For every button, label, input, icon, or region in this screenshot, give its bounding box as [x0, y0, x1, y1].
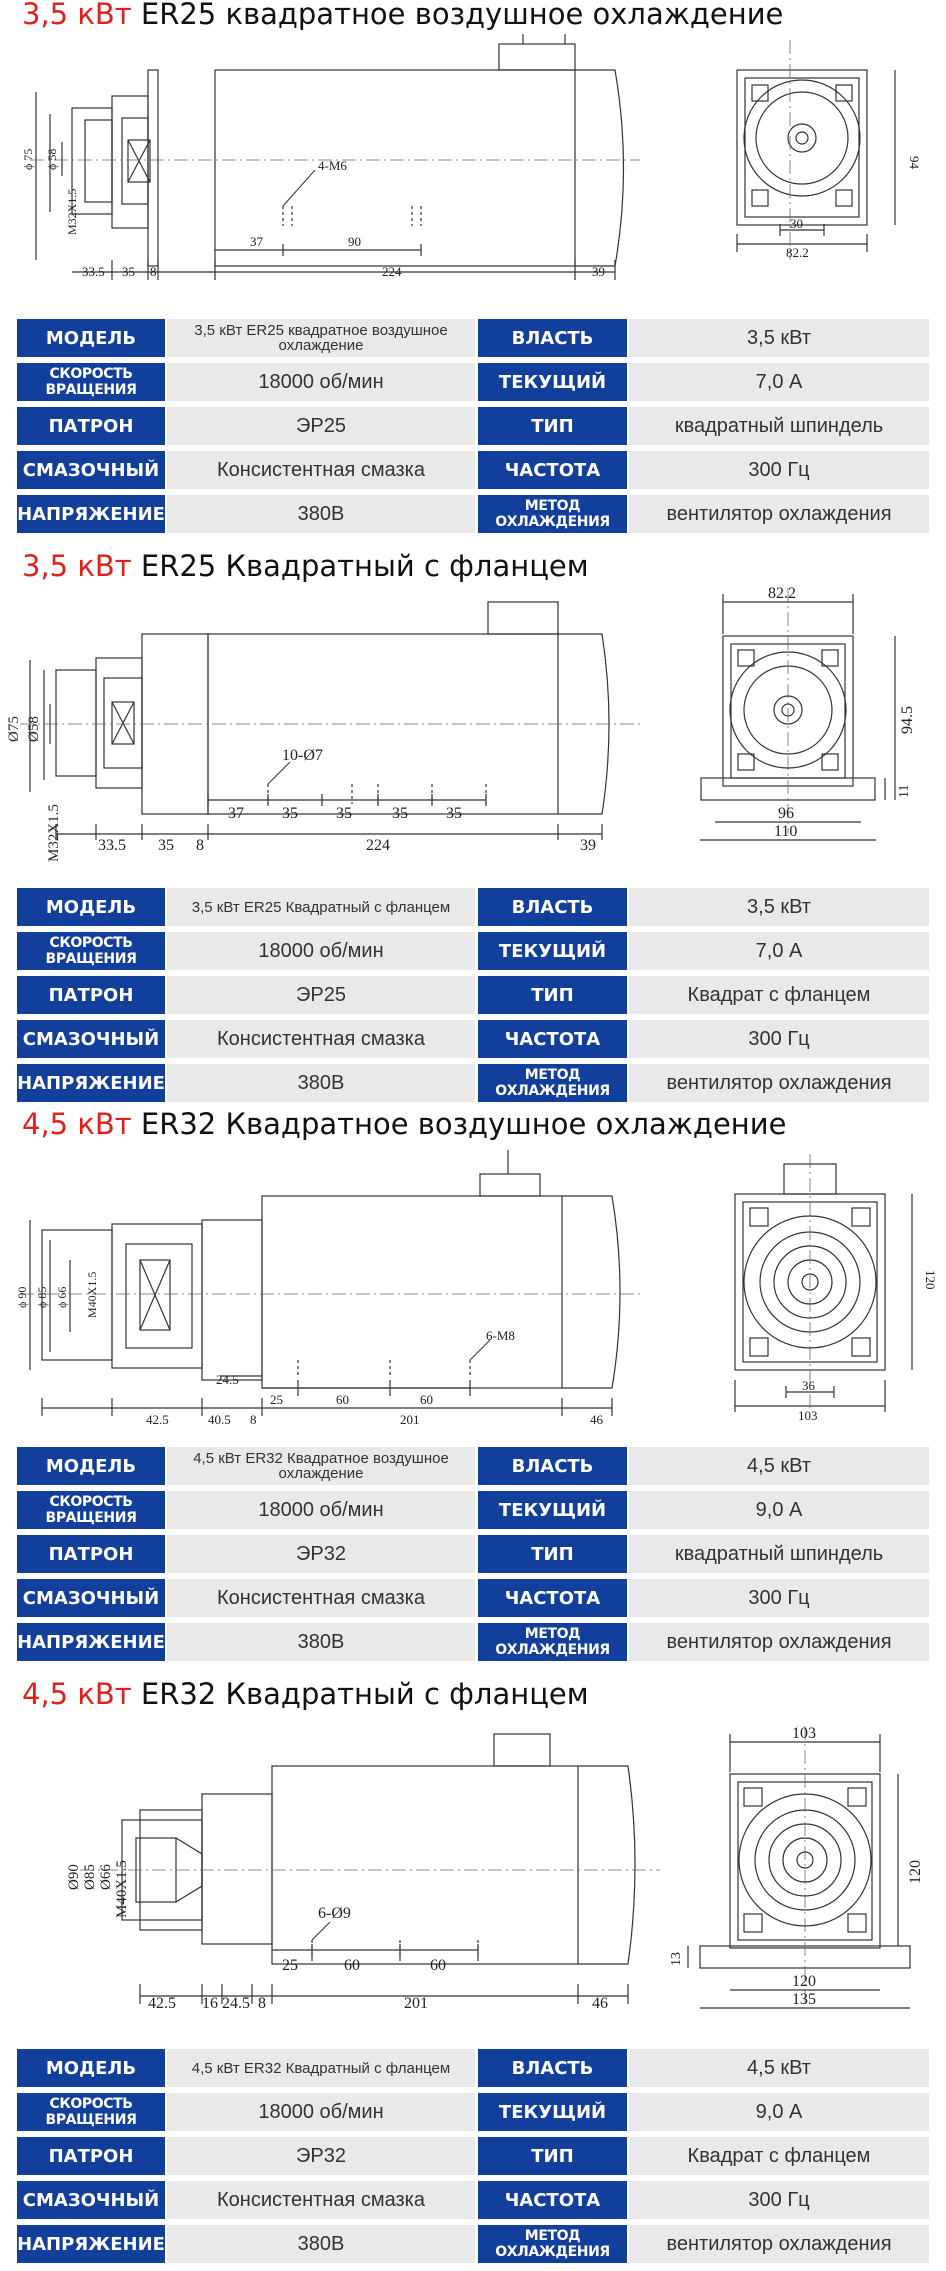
title-power: 4,5 кВт	[22, 1677, 132, 1711]
spec-row	[17, 451, 929, 489]
cool-value: вентилятор охлаждения	[629, 495, 929, 533]
spindle-section-1	[0, 0, 946, 560]
technical-drawing	[0, 584, 946, 874]
model-value: 3,5 кВт ER25 Квадратный с фланцем	[167, 888, 475, 926]
spec-table	[17, 888, 929, 1108]
volt-label: НАПРЯЖЕНИЕ	[17, 2225, 165, 2263]
dim-d: 40.5	[208, 1412, 231, 1427]
dim-g: 39	[580, 837, 596, 854]
model-label: МОДЕЛЬ	[17, 2049, 165, 2087]
lube-value: Консистентная смазка	[167, 1020, 475, 1058]
freq-value: 300 Гц	[629, 451, 929, 489]
current-label: ТЕКУЩИЙ	[478, 2093, 627, 2131]
model-label: МОДЕЛЬ	[17, 319, 165, 357]
collet-label: ПАТРОН	[17, 2137, 165, 2175]
title-power: 4,5 кВт	[22, 1107, 132, 1141]
cool-label: МЕТОД ОХЛАЖДЕНИЯ	[478, 1064, 627, 1102]
type-label: ТИП	[478, 1535, 627, 1573]
freq-value: 300 Гц	[629, 1020, 929, 1058]
dim-g: 46	[590, 1412, 603, 1427]
dim-d1: Ø75	[6, 716, 22, 742]
spec-row	[17, 2181, 929, 2219]
speed-value: 18000 об/мин	[167, 1491, 475, 1529]
freq-label: ЧАСТОТА	[478, 451, 627, 489]
title-name: ER25 квадратное воздушное охлаждение	[140, 0, 784, 31]
dim-a: 37	[250, 234, 263, 249]
dim-thread: M40X1.5	[85, 1271, 99, 1318]
lube-value: Консистентная смазка	[167, 451, 475, 489]
spec-row	[17, 1020, 929, 1058]
cool-value: вентилятор охлаждения	[629, 2225, 929, 2263]
dim-d1: ϕ 75	[21, 148, 35, 170]
spec-row	[17, 319, 929, 357]
model-label: МОДЕЛЬ	[17, 1447, 165, 1485]
dim-f: 201	[404, 1995, 428, 2012]
type-label: ТИП	[478, 407, 627, 445]
dim-f: 224	[366, 837, 390, 854]
freq-label: ЧАСТОТА	[478, 2181, 627, 2219]
power-label: ВЛАСТЬ	[478, 888, 627, 926]
dim-d: 35	[122, 264, 135, 279]
power-value: 3,5 кВт	[629, 319, 929, 357]
dim-thread: M32X1.5	[65, 188, 79, 235]
dim-b2: 60	[430, 1957, 446, 1974]
spec-row	[17, 2137, 929, 2175]
dim-thread: M32X1.5	[46, 804, 62, 862]
spec-table	[17, 319, 929, 539]
side-h: 120	[907, 1860, 924, 1884]
lube-label: СМАЗОЧНЫЙ	[17, 1579, 165, 1617]
dim-b2: 60	[420, 1392, 433, 1407]
volt-label: НАПРЯЖЕНИЕ	[17, 1064, 165, 1102]
volt-value: 380В	[167, 1064, 475, 1102]
side-top: 82.2	[768, 585, 796, 602]
speed-label: СКОРОСТЬ ВРАЩЕНИЯ	[17, 2093, 165, 2131]
volt-label: НАПРЯЖЕНИЕ	[17, 495, 165, 533]
model-label: МОДЕЛЬ	[17, 888, 165, 926]
spec-row	[17, 1447, 929, 1485]
dim-b: 35	[282, 805, 298, 822]
model-value: 4,5 кВт ER32 Квадратное воздушное охлаждение	[167, 1447, 475, 1485]
spec-row	[17, 976, 929, 1014]
spec-row	[17, 407, 929, 445]
section-title	[22, 0, 783, 32]
current-value: 9,0 А	[629, 2093, 929, 2131]
volt-value: 380В	[167, 1623, 475, 1661]
section-title	[22, 548, 589, 584]
power-value: 4,5 кВт	[629, 1447, 929, 1485]
side-w: 82.2	[786, 245, 809, 260]
dim-b: 60	[336, 1392, 349, 1407]
lube-label: СМАЗОЧНЫЙ	[17, 1020, 165, 1058]
spec-row	[17, 1579, 929, 1617]
dim-c: 42.5	[146, 1412, 169, 1427]
dim-e: 8	[150, 264, 157, 279]
type-value: квадратный шпиндель	[629, 407, 929, 445]
type-label: ТИП	[478, 2137, 627, 2175]
dim-e: 8	[196, 837, 204, 854]
dim-holes: 10-Ø7	[282, 747, 323, 764]
technical-drawing	[0, 1714, 946, 2014]
spec-row	[17, 1064, 929, 1102]
power-label: ВЛАСТЬ	[478, 319, 627, 357]
side-h: 94.5	[899, 706, 916, 734]
side-f: 13	[669, 1952, 684, 1966]
title-power: 3,5 кВт	[22, 549, 132, 583]
cool-value: вентилятор охлаждения	[629, 1623, 929, 1661]
speed-value: 18000 об/мин	[167, 363, 475, 401]
current-label: ТЕКУЩИЙ	[478, 932, 627, 970]
title-name: ER25 Квадратный с фланцем	[140, 549, 589, 583]
power-value: 4,5 кВт	[629, 2049, 929, 2087]
side-w2: 36	[802, 1378, 815, 1393]
volt-value: 380В	[167, 495, 475, 533]
collet-label: ПАТРОН	[17, 976, 165, 1014]
freq-label: ЧАСТОТА	[478, 1579, 627, 1617]
speed-value: 18000 об/мин	[167, 932, 475, 970]
dim-d2b: 24.5	[222, 1995, 250, 2012]
dim-b4: 35	[446, 805, 462, 822]
dim-d2b: 24.5	[216, 1372, 239, 1387]
spindle-section-4	[0, 1674, 946, 2271]
spec-row	[17, 1491, 929, 1529]
model-value: 4,5 кВт ER32 Квадратный с фланцем	[167, 2049, 475, 2087]
side-h: 120	[923, 1270, 938, 1290]
spec-row	[17, 2049, 929, 2087]
dim-b: 90	[348, 234, 361, 249]
spec-row	[17, 2093, 929, 2131]
current-value: 7,0 А	[629, 932, 929, 970]
type-value: квадратный шпиндель	[629, 1535, 929, 1573]
cool-label: МЕТОД ОХЛАЖДЕНИЯ	[478, 1623, 627, 1661]
dim-d: 16	[202, 1995, 218, 2012]
spindle-section-2	[0, 548, 946, 1108]
dim-b2: 35	[336, 805, 352, 822]
lube-value: Консистентная смазка	[167, 1579, 475, 1617]
dim-c: 42.5	[148, 1995, 176, 2012]
spec-row	[17, 1623, 929, 1661]
dim-g: 39	[592, 264, 605, 279]
cool-label: МЕТОД ОХЛАЖДЕНИЯ	[478, 495, 627, 533]
technical-drawing	[0, 1140, 946, 1440]
speed-value: 18000 об/мин	[167, 2093, 475, 2131]
freq-label: ЧАСТОТА	[478, 1020, 627, 1058]
side-w: 96	[778, 805, 794, 822]
spec-table	[17, 2049, 929, 2269]
side-h: 94	[907, 156, 922, 169]
dim-g: 46	[592, 1995, 608, 2012]
speed-label: СКОРОСТЬ ВРАЩЕНИЯ	[17, 932, 165, 970]
dim-f: 224	[382, 264, 402, 279]
cool-label: МЕТОД ОХЛАЖДЕНИЯ	[478, 2225, 627, 2263]
section-title	[22, 1106, 786, 1142]
power-label: ВЛАСТЬ	[478, 1447, 627, 1485]
technical-drawing	[0, 30, 946, 300]
volt-label: НАПРЯЖЕНИЕ	[17, 1623, 165, 1661]
dim-holes: 6-M8	[486, 1328, 515, 1343]
model-value: 3,5 кВт ER25 квадратное воздушное охлаждение	[167, 319, 475, 357]
dim-e: 8	[250, 1412, 257, 1427]
side-top: 103	[792, 1725, 816, 1742]
side-w2: 110	[774, 823, 798, 840]
spec-row	[17, 932, 929, 970]
spindle-section-3	[0, 1106, 946, 1676]
lube-label: СМАЗОЧНЫЙ	[17, 451, 165, 489]
current-value: 7,0 А	[629, 363, 929, 401]
title-name: ER32 Квадратное воздушное охлаждение	[140, 1107, 787, 1141]
lube-value: Консистентная смазка	[167, 2181, 475, 2219]
section-title	[22, 1676, 589, 1712]
dim-a: 37	[228, 805, 244, 822]
dim-c: 33.5	[98, 837, 126, 854]
dim-d: 35	[158, 837, 174, 854]
type-value: Квадрат с фланцем	[629, 976, 929, 1014]
dim-d3: ϕ 66	[55, 1286, 69, 1308]
collet-label: ПАТРОН	[17, 407, 165, 445]
side-w2: 30	[790, 216, 803, 231]
current-label: ТЕКУЩИЙ	[478, 363, 627, 401]
dim-holes: 6-Ø9	[318, 1905, 351, 1922]
dim-d1: ϕ 90	[15, 1286, 29, 1308]
dim-b3: 35	[392, 805, 408, 822]
dim-d2: ϕ 85	[35, 1286, 49, 1308]
dim-c: 33.5	[82, 264, 105, 279]
lube-label: СМАЗОЧНЫЙ	[17, 2181, 165, 2219]
spec-table	[17, 1447, 929, 1667]
power-value: 3,5 кВт	[629, 888, 929, 926]
dim-a: 25	[270, 1392, 283, 1407]
spec-row	[17, 495, 929, 533]
spec-row	[17, 2225, 929, 2263]
freq-value: 300 Гц	[629, 1579, 929, 1617]
title-name: ER32 Квадратный с фланцем	[140, 1677, 589, 1711]
side-w: 120	[792, 1973, 816, 1990]
dim-a: 25	[282, 1957, 298, 1974]
type-label: ТИП	[478, 976, 627, 1014]
speed-label: СКОРОСТЬ ВРАЩЕНИЯ	[17, 363, 165, 401]
title-power: 3,5 кВт	[22, 0, 132, 31]
collet-value: ЭР32	[167, 2137, 475, 2175]
dim-e: 8	[258, 1995, 266, 2012]
volt-value: 380В	[167, 2225, 475, 2263]
collet-value: ЭР25	[167, 976, 475, 1014]
dim-f: 201	[400, 1412, 420, 1427]
spec-row	[17, 363, 929, 401]
side-f: 11	[897, 784, 912, 798]
dim-b: 60	[344, 1957, 360, 1974]
spec-row	[17, 888, 929, 926]
side-w2: 135	[792, 1991, 816, 2008]
dim-d3: Ø66	[98, 1864, 114, 1890]
dim-d1: Ø90	[66, 1864, 82, 1890]
speed-label: СКОРОСТЬ ВРАЩЕНИЯ	[17, 1491, 165, 1529]
type-value: Квадрат с фланцем	[629, 2137, 929, 2175]
dim-holes: 4-M6	[318, 158, 347, 173]
power-label: ВЛАСТЬ	[478, 2049, 627, 2087]
collet-value: ЭР25	[167, 407, 475, 445]
dim-thread: M40X1.5	[114, 1860, 130, 1918]
collet-label: ПАТРОН	[17, 1535, 165, 1573]
dim-d2: Ø58	[26, 716, 42, 742]
current-label: ТЕКУЩИЙ	[478, 1491, 627, 1529]
dim-d2: ϕ 58	[45, 148, 59, 170]
cool-value: вентилятор охлаждения	[629, 1064, 929, 1102]
freq-value: 300 Гц	[629, 2181, 929, 2219]
spec-row	[17, 1535, 929, 1573]
side-w: 103	[798, 1408, 818, 1423]
current-value: 9,0 А	[629, 1491, 929, 1529]
collet-value: ЭР32	[167, 1535, 475, 1573]
dim-d2: Ø85	[82, 1864, 98, 1890]
